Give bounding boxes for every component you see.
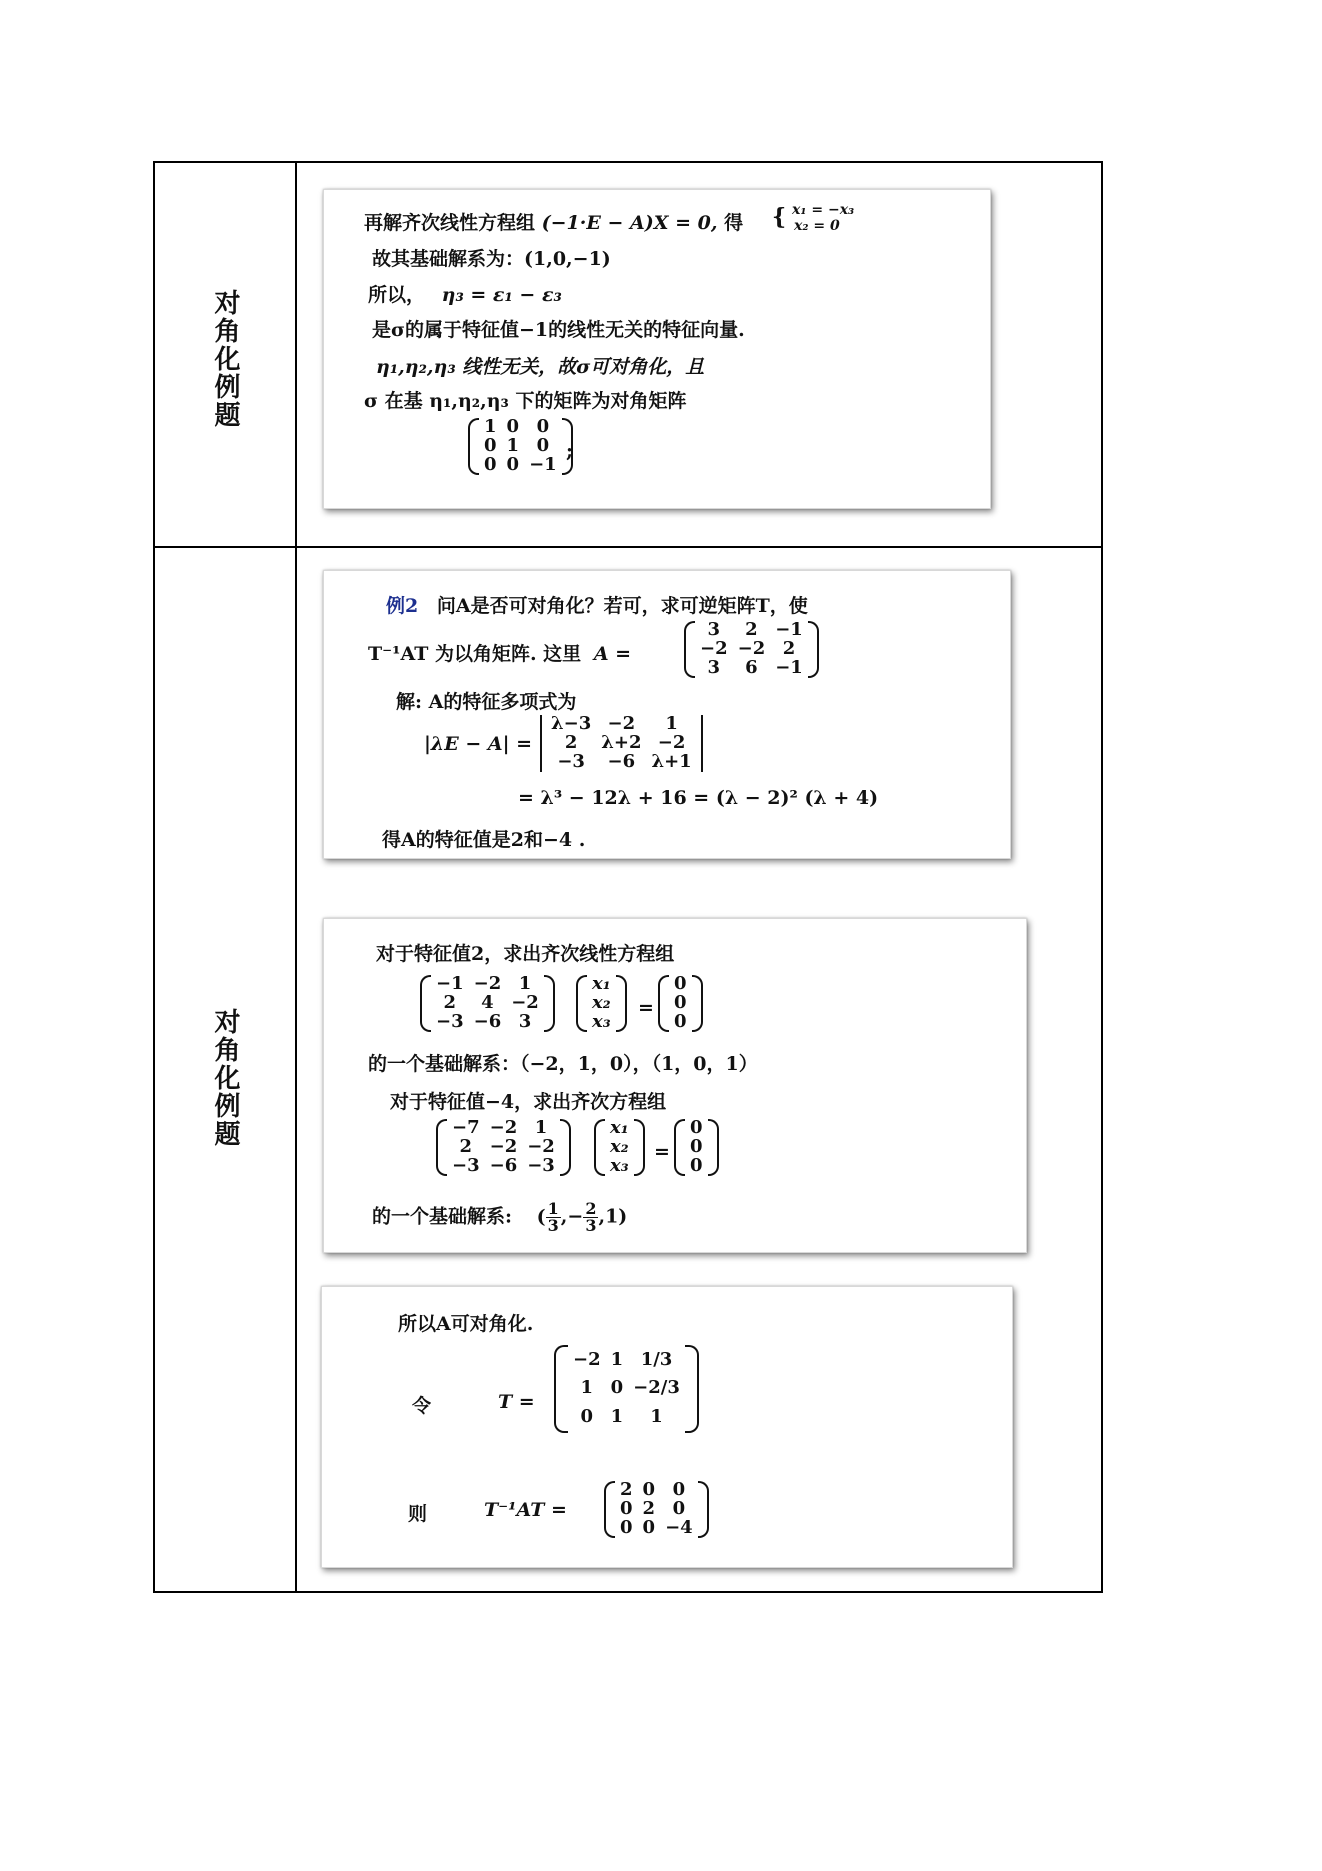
slide1-line6: σ 在基 η₁,η₂,η₃ 下的矩阵为对角矩阵 [364, 390, 687, 412]
table-row-2 [155, 548, 1101, 1591]
slide3-line4: 的一个基础解系: [372, 1205, 513, 1228]
matrix-T: −2 1 1/3 1 0 −2/3 0 1 1 [554, 1345, 699, 1433]
matrix-minus4E-A: −7 −2 1 2 −2 −2 −3 −6 −3 [436, 1119, 571, 1176]
slide2-line3: 解: A的特征多项式为 [396, 691, 577, 713]
row-label-text: 对角化例题 [210, 1008, 240, 1148]
table-row-1 [155, 163, 1101, 548]
slide-4 [321, 1286, 1013, 1568]
then-word: 则 [408, 1503, 428, 1525]
row-label-cell [155, 163, 297, 546]
result-lhs: T⁻¹AT = [484, 1499, 567, 1521]
zero-vector: 0 0 0 [674, 1119, 719, 1176]
equals-sign: = [638, 997, 654, 1019]
slide3-line2: 的一个基础解系：（−2，1，0），（1，0，1） [368, 1053, 758, 1075]
slide1-line4: 是σ的属于特征值−1的线性无关的特征向量. [372, 319, 745, 341]
matrix-A: 3 2 −1 −2 −2 2 3 6 −1 [684, 621, 819, 678]
slide4-line1: 所以A可对角化. [398, 1313, 534, 1335]
slide3-line1: 对于特征值2，求出齐次线性方程组 [376, 943, 675, 965]
equals-sign: = [654, 1141, 670, 1163]
slide1-line1-text: 再解齐次线性方程组 [364, 212, 536, 234]
row-label-text: 对角化例题 [210, 289, 240, 429]
slide2-line1: 问A是否可对角化？若可，求可逆矩阵T，使 [436, 595, 808, 617]
system-eq-1: x₁ = −x₃ [792, 202, 855, 218]
det-lhs: |λE − A| = [424, 733, 533, 755]
content-table [153, 161, 1103, 1593]
row-label-cell [155, 548, 297, 1591]
matrix-2E-A: −1 −2 1 2 4 −2 −3 −6 3 [420, 975, 555, 1032]
fraction-two-thirds: $\frac{2}{3}$ [585, 1199, 597, 1235]
slide2-line2: T⁻¹AT 为以角矩阵. 这里 [368, 643, 582, 665]
slide1-line1-get: 得 [724, 212, 744, 234]
slide-1 [323, 189, 991, 509]
slide-3: 对于特征值2，求出齐次线性方程组 −1 −2 1 2 4 −2 −3 −6 3 x₁ x₂ x₃ = 0 0 0 的一个基础解系：（−2，1，0），（1，0，1） 对于特征值−4，求出齐次方程组 −7 −2 1 2 −2 −2 −3 −6 −3 x₁ x₂ x₃ = 0 0 0 的一个基础解系: ( $\frac{1}{3}$ ,− $\frac{2}{3}$ ,1) [323, 918, 1027, 1253]
slide1-line3-eq: η₃ = ε₁ − ε₃ [441, 284, 562, 306]
char-poly-expanded: = λ³ − 12λ + 16 = (λ − 2)² (λ + 4) [518, 787, 879, 809]
fraction-one-third: $\frac{1}{3}$ [547, 1199, 559, 1235]
slide3-line3: 对于特征值−4，求出齐次方程组 [390, 1091, 667, 1113]
x-vector: x₁ x₂ x₃ [576, 975, 627, 1032]
diagonal-matrix: 1 0 0 0 1 0 0 0 −1 [468, 418, 573, 475]
let-word: 令 [412, 1395, 432, 1417]
slide-2 [323, 570, 1011, 859]
slide2-eigenvalues: 得A的特征值是2和−4 . [382, 829, 586, 851]
x-vector: x₁ x₂ x₃ [594, 1119, 645, 1176]
system-eq-2: x₂ = 0 [794, 218, 840, 234]
slide1-line1-equation: (−1·E − A)X = 0, [541, 212, 718, 234]
zero-vector: 0 0 0 [658, 975, 703, 1032]
matrix-semicolon: ; [566, 440, 574, 462]
system-brace: { [772, 204, 787, 230]
slide2-A-eq: A = [593, 643, 632, 665]
slide1-line5: η₁,η₂,η₃ 线性无关，故σ可对角化，且 [376, 356, 705, 378]
diagonal-result-matrix: 2 0 0 0 2 0 0 0 −4 [604, 1481, 709, 1538]
slide1-line3-prefix: 所以， [368, 284, 426, 306]
slide1-line2: 故其基础解系为：(1,0,−1) [372, 248, 611, 270]
example-label: 例2 [386, 595, 419, 617]
determinant: λ−3 −2 1 2 λ+2 −2 −3 −6 λ+1 [536, 715, 707, 772]
T-equals: T = [498, 1391, 535, 1413]
